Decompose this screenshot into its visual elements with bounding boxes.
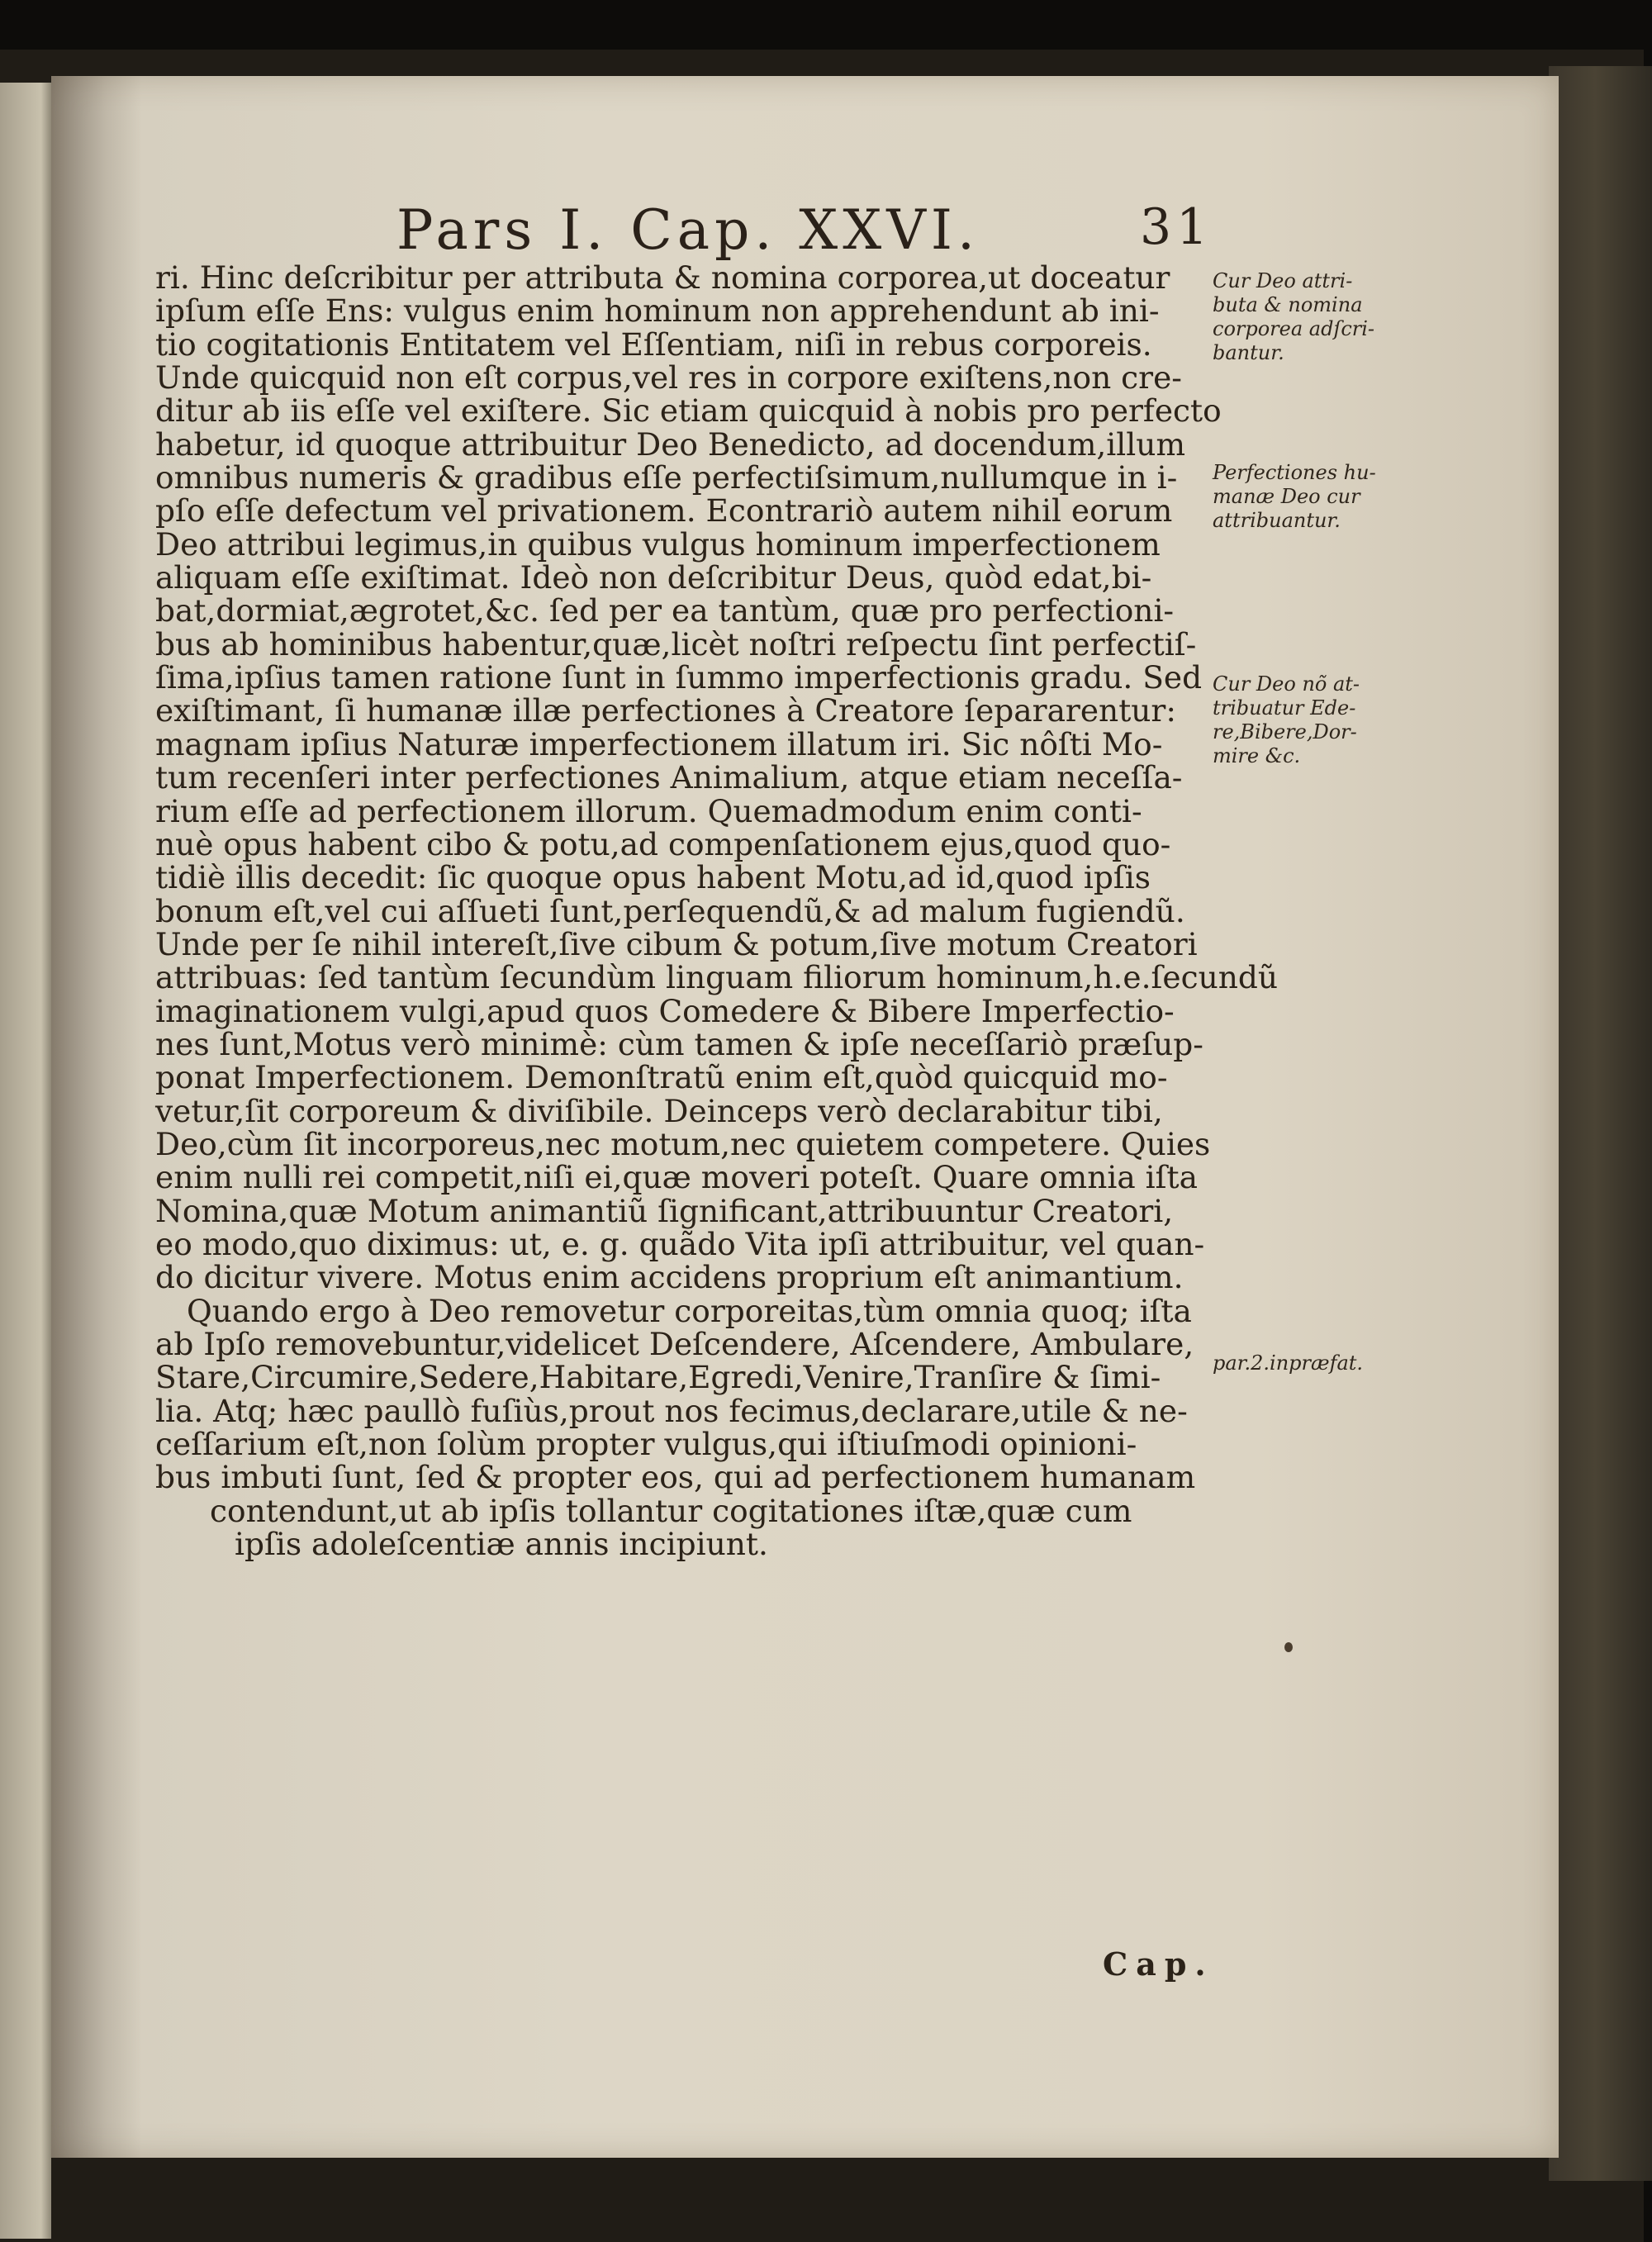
text-line: Nomina,quæ Motum animantiũ ſignificant,attribuuntur Creatori, [155,1192,1174,1229]
text-line: ditur ab iis eſſe vel exiſtere. Sic etiam quicquid à nobis pro perfecto [155,392,1222,430]
text-line: bonum eſt,vel cui aſſueti ſunt,perſequendũ,& ad malum fugiendũ. [155,892,1185,929]
text-line: Deo,cùm ſit incorporeus,nec motum,nec quietem competere. Quies [155,1125,1211,1162]
text-line: eo modo,quo diximus: ut, e. g. quãdo Vita ipſi attribuitur, vel quan- [155,1225,1205,1262]
marginal-note [1213,672,1411,768]
text-line: contendunt,ut ab ipſis tollantur cogitationes iſtæ,quæ cum [210,1492,1132,1529]
text-line: tio cogitationis Entitatem vel Eſſentiam, niſi in rebus corporeis. [155,325,1152,363]
text-line: attribuas: ſed tantùm ſecundùm linguam filiorum hominum,h.e.ſecundũ [155,959,1279,996]
header-title: Pars I. Cap. XXVI. [396,198,980,262]
note-line: manæ Deo cur [1213,485,1360,508]
text-line: rium eſſe ad perfectionem illorum. Quemadmodum enim conti- [155,792,1142,829]
text-line: ipſis adoleſcentiæ annis incipiunt. [235,1526,768,1563]
text-line: ri. Hinc deſcribitur per attributa & nomina corporea,ut doceatur [155,259,1170,296]
page-gutter-shadow [51,76,142,2158]
text-line: pſo eſſe defectum vel privationem. Econtrariò autem nihil eorum [155,492,1173,530]
text-line: tidiè illis decedit: ſic quoque opus habent Motu,ad id,quod ipſis [155,859,1151,896]
text-line: aliquam eſſe exiſtimat. Ideò non deſcribitur Deus, quòd edat,bi- [155,559,1152,596]
marginal-note [1213,1351,1411,1375]
text-line: ipſum eſſe Ens: vulgus enim hominum non apprehendunt ab ini- [155,292,1160,330]
cover-edge [1549,66,1652,2181]
text-line: vetur,ſit corporeum & diviſibile. Deinceps verò declarabitur tibi, [155,1092,1163,1129]
text-line: Stare,Circumire,Sedere,Habitare,Egredi,Venire,Tranſire & ſimi- [155,1359,1161,1396]
note-line: attribuantur. [1213,509,1341,532]
text-line: tum recenſeri inter perfectiones Animalium, atque etiam neceſſa- [155,759,1183,796]
text-line: habetur, id quoque attribuitur Deo Benedicto, ad docendum,illum [155,425,1186,463]
text-line: ponat Imperfectionem. Demonſtratũ enim eſt,quòd quicquid mo- [155,1059,1168,1096]
note-line: Cur Deo attri- [1213,269,1353,292]
text-line: nuè opus habent cibo & potu,ad compenſationem ejus,quod quo- [155,825,1171,862]
marginal-note [1213,269,1411,365]
text-line: lia. Atq; hæc paullò fuſiùs,prout nos fecimus,declarare,utile & ne- [155,1392,1188,1429]
page-number: 31 [1140,198,1213,256]
note-line: par.2.inpræfat. [1213,1351,1364,1375]
text-line: imaginationem vulgi,apud quos Comedere & Bibere Imperfectio- [155,992,1175,1029]
note-line: Cur Deo nõ at- [1213,672,1360,696]
note-line: mire &c. [1213,744,1301,767]
text-line: nes ſunt,Motus verò minimè: cùm tamen & ipſe neceſſariò præſup- [155,1025,1203,1062]
note-line: bantur. [1213,341,1284,364]
text-line: ab Ipſo removebuntur,videlicet Deſcendere, Aſcendere, Ambulare, [155,1326,1194,1362]
paragraph-start-line: Quando ergo à Deo removetur corporeitas,tùm omnia quoq; iſta [187,1292,1192,1329]
text-line: omnibus numeris & gradibus eſſe perfectiſsimum,nullumque in i- [155,459,1178,496]
text-line: bat,dormiat,ægrotet,&c. ſed per ea tantùm, quæ pro perfectioni- [155,592,1175,629]
text-line: do dicitur vivere. Motus enim accidens proprium eſt animantium. [155,1259,1184,1296]
left-page-edge [0,83,51,2239]
catchword: Cap. [1103,1945,1214,1983]
marginal-note [1213,461,1411,533]
text-line: ſima,ipſius tamen ratione ſunt in ſummo imperfectionis gradu. Sed [155,659,1203,696]
text-line: Unde per ſe nihil intereſt,ſive cibum & potum,ſive motum Creatori [155,925,1198,962]
text-line: magnam ipſius Naturæ imperfectionem illatum iri. Sic nôſti Mo- [155,725,1163,762]
text-line: exiſtimant, ſi humanæ illæ perfectiones à Creatore ſepararentur: [155,692,1176,729]
note-line: tribuatur Ede- [1213,696,1356,720]
text-line: enim nulli rei competit,niſi ei,quæ moveri poteſt. Quare omnia iſta [155,1159,1198,1196]
ink-speck [1284,1642,1293,1652]
note-line: corporea adſcri- [1213,317,1375,340]
note-line: buta & nomina [1213,293,1363,316]
note-line: re,Bibere,Dor- [1213,720,1357,743]
text-line: ceſſarium eſt,non ſolùm propter vulgus,qui iſtiuſmodi opinioni- [155,1426,1137,1463]
text-line: Unde quicquid non eſt corpus,vel res in corpore exiſtens,non cre- [155,359,1182,397]
text-line: bus ab hominibus habentur,quæ,licèt noſtri reſpectu ſint perfectiſ- [155,625,1197,663]
note-line: Perfectiones hu- [1213,461,1376,484]
text-line: Deo attribui legimus,in quibus vulgus hominum imperfectionem [155,525,1161,563]
text-line: bus imbuti ſunt, ſed & propter eos, qui ad perfectionem humanam [155,1459,1196,1496]
